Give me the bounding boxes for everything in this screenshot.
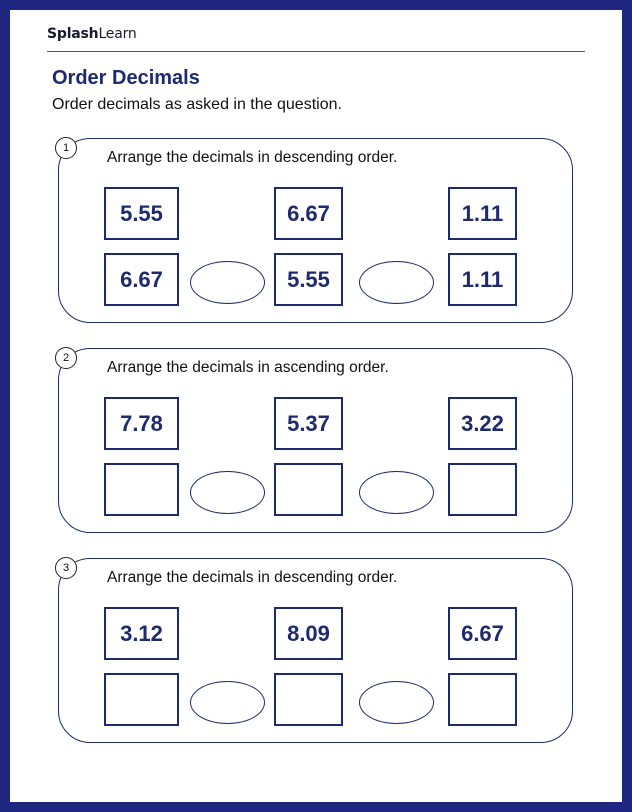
answer-box[interactable]: [274, 673, 343, 726]
question-card-3: [58, 558, 573, 743]
question-prompt: Arrange the decimals in ascending order.: [107, 359, 389, 376]
answer-box[interactable]: 1.11: [448, 253, 517, 306]
given-decimal-box: 1.11: [448, 187, 517, 240]
splashlearn-logo: SplashLearn: [47, 26, 137, 42]
given-decimal-box: 5.37: [274, 397, 343, 450]
comparison-oval[interactable]: [359, 471, 434, 514]
given-decimal-box: 5.55: [104, 187, 179, 240]
answer-box[interactable]: [104, 463, 179, 516]
answer-box[interactable]: 6.67: [104, 253, 179, 306]
comparison-oval[interactable]: [190, 471, 265, 514]
given-decimal-box: 3.12: [104, 607, 179, 660]
answer-box[interactable]: [104, 673, 179, 726]
question-card-2: [58, 348, 573, 533]
question-number-badge: 1: [55, 137, 77, 159]
given-decimal-box: 3.22: [448, 397, 517, 450]
comparison-oval[interactable]: [359, 681, 434, 724]
page-title: Order Decimals: [52, 67, 200, 89]
given-decimal-box: 8.09: [274, 607, 343, 660]
worksheet-page: [10, 10, 622, 802]
instructions: Order decimals as asked in the question.: [52, 96, 342, 113]
given-decimal-box: 7.78: [104, 397, 179, 450]
comparison-oval[interactable]: [190, 681, 265, 724]
answer-box[interactable]: [448, 463, 517, 516]
question-prompt: Arrange the decimals in descending order.: [107, 149, 398, 166]
question-card-1: [58, 138, 573, 323]
question-number-badge: 2: [55, 347, 77, 369]
question-prompt: Arrange the decimals in descending order.: [107, 569, 398, 586]
given-decimal-box: 6.67: [274, 187, 343, 240]
given-decimal-box: 6.67: [448, 607, 517, 660]
comparison-oval[interactable]: [359, 261, 434, 304]
answer-box[interactable]: [448, 673, 517, 726]
answer-box[interactable]: 5.55: [274, 253, 343, 306]
comparison-oval[interactable]: [190, 261, 265, 304]
answer-box[interactable]: [274, 463, 343, 516]
question-number-badge: 3: [55, 557, 77, 579]
header-divider: [47, 51, 585, 52]
